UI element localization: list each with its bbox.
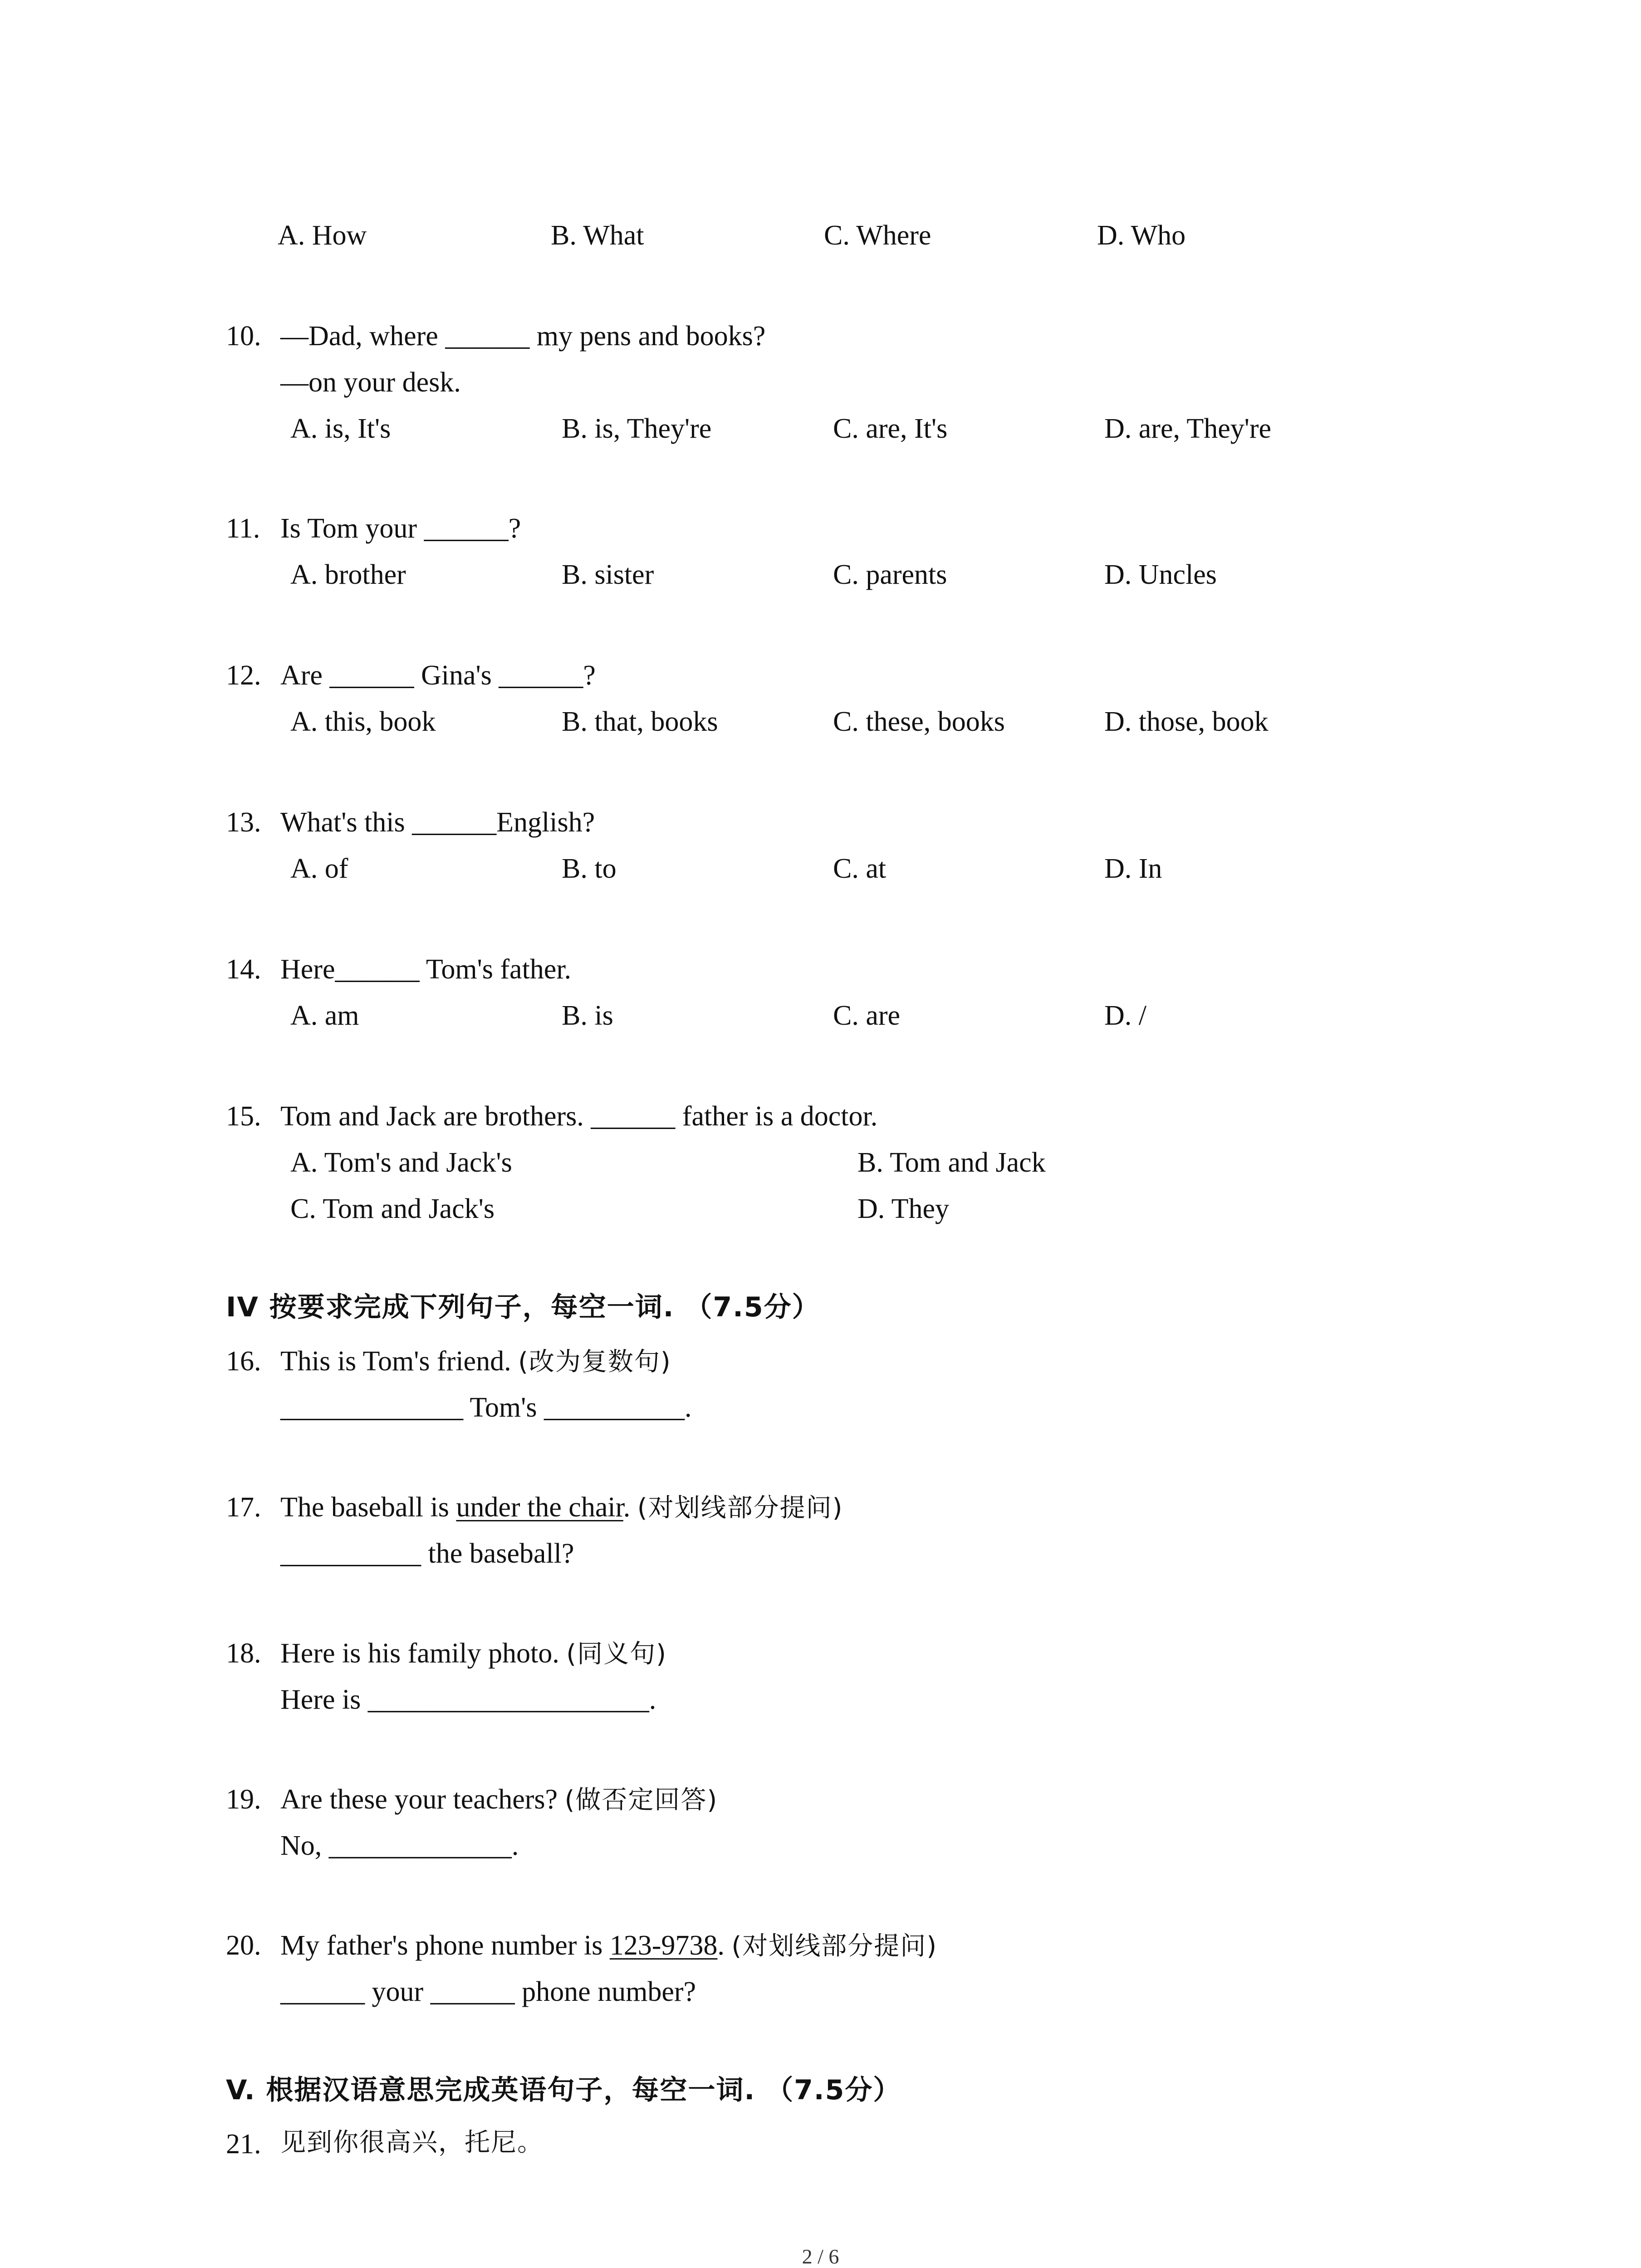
q18-stem-text: Here is his family photo.: [280, 1638, 567, 1669]
q18-number: 18.: [226, 1638, 261, 1669]
q11-option-d: D. Uncles: [1104, 559, 1217, 590]
q20-answer-line: ______ your ______ phone number?: [280, 1976, 696, 2007]
q12-stem: Are ______ Gina's ______?: [280, 660, 596, 691]
q16-stem-text: This is Tom's friend.: [280, 1346, 519, 1377]
q15-option-d: D. They: [857, 1193, 950, 1224]
q19-answer-line: No, _____________.: [280, 1830, 519, 1861]
page-number: 2 / 6: [802, 2245, 839, 2268]
q14-option-a: A. am: [290, 1000, 359, 1031]
q14-option-d: D. /: [1104, 1000, 1146, 1031]
q17-underlined-part: under the chair: [456, 1492, 623, 1523]
q21-number: 21.: [226, 2129, 261, 2160]
q19-stem-text: Are these your teachers?: [280, 1784, 565, 1815]
q12-option-d: D. those, book: [1104, 706, 1269, 737]
q9-option-a: A. How: [278, 220, 367, 251]
q17-instruction: (对划线部分提问): [637, 1493, 843, 1523]
q15-stem: Tom and Jack are brothers. ______ father is a doctor.: [280, 1101, 878, 1132]
q13-number: 13.: [226, 807, 261, 838]
q9-option-d: D. Who: [1097, 220, 1186, 251]
q9-option-b: B. What: [551, 220, 644, 251]
q19-instruction: (做否定回答): [564, 1785, 718, 1815]
q17-number: 17.: [226, 1492, 261, 1523]
section-5-heading: V. 根据汉语意思完成英语句子，每空一词. （7.5分）: [226, 2074, 901, 2106]
q17-stem-end: .: [623, 1492, 637, 1523]
q11-option-c: C. parents: [833, 559, 947, 590]
q14-stem: Here______ Tom's father.: [280, 954, 572, 985]
q17-answer-line: __________ the baseball?: [280, 1538, 574, 1569]
q18-answer-line: Here is ____________________.: [280, 1684, 656, 1715]
q12-option-a: A. this, book: [290, 706, 436, 737]
q19-number: 19.: [226, 1784, 261, 1815]
q13-stem: What's this ______English?: [280, 807, 595, 838]
q17-stem-text: The baseball is: [280, 1492, 456, 1523]
q16-instruction: (改为复数句): [518, 1347, 671, 1377]
q11-option-b: B. sister: [562, 559, 654, 590]
q13-option-b: B. to: [562, 853, 617, 884]
q18-stem: [280, 1639, 667, 1667]
q20-stem-text: My father's phone number is: [280, 1930, 610, 1961]
q10-stem-reply: —on your desk.: [280, 367, 461, 398]
q18-instruction: (同义句): [566, 1639, 667, 1669]
q20-number: 20.: [226, 1930, 261, 1961]
q20-stem: [280, 1931, 937, 1960]
q14-option-c: C. are: [833, 1000, 901, 1031]
q11-option-a: A. brother: [290, 559, 406, 590]
q12-number: 12.: [226, 660, 261, 691]
q12-option-c: C. these, books: [833, 706, 1005, 737]
section-4-heading: IV 按要求完成下列句子，每空一词. （7.5分）: [226, 1291, 820, 1323]
q20-stem-end: .: [717, 1930, 732, 1961]
q19-stem: [280, 1785, 718, 1813]
q10-option-d: D. are, They're: [1104, 413, 1272, 444]
q10-number: 10.: [226, 321, 261, 352]
q14-number: 14.: [226, 954, 261, 985]
q16-number: 16.: [226, 1346, 261, 1377]
q11-number: 11.: [226, 513, 260, 544]
q20-instruction: (对划线部分提问): [731, 1931, 938, 1961]
q13-option-c: C. at: [833, 853, 887, 884]
q13-option-d: D. In: [1104, 853, 1162, 884]
q21-stem: 见到你很高兴，托尼。: [280, 2128, 544, 2157]
q13-option-a: A. of: [290, 853, 348, 884]
q10-option-c: C. are, It's: [833, 413, 948, 444]
q16-answer-line: _____________ Tom's __________.: [280, 1392, 692, 1423]
q16-stem: [280, 1347, 671, 1375]
q9-option-c: C. Where: [824, 220, 931, 251]
q17-stem: [280, 1493, 843, 1521]
q12-option-b: B. that, books: [562, 706, 718, 737]
q15-option-a: A. Tom's and Jack's: [290, 1147, 512, 1178]
q11-stem: Is Tom your ______?: [280, 513, 521, 544]
q15-option-c: C. Tom and Jack's: [290, 1193, 495, 1224]
q10-stem: —Dad, where ______ my pens and books?: [280, 321, 766, 352]
q15-option-b: B. Tom and Jack: [857, 1147, 1046, 1178]
q20-underlined-part: 123-9738: [609, 1930, 718, 1961]
q10-option-b: B. is, They're: [562, 413, 712, 444]
q10-option-a: A. is, It's: [290, 413, 391, 444]
q15-number: 15.: [226, 1101, 261, 1132]
q14-option-b: B. is: [562, 1000, 613, 1031]
